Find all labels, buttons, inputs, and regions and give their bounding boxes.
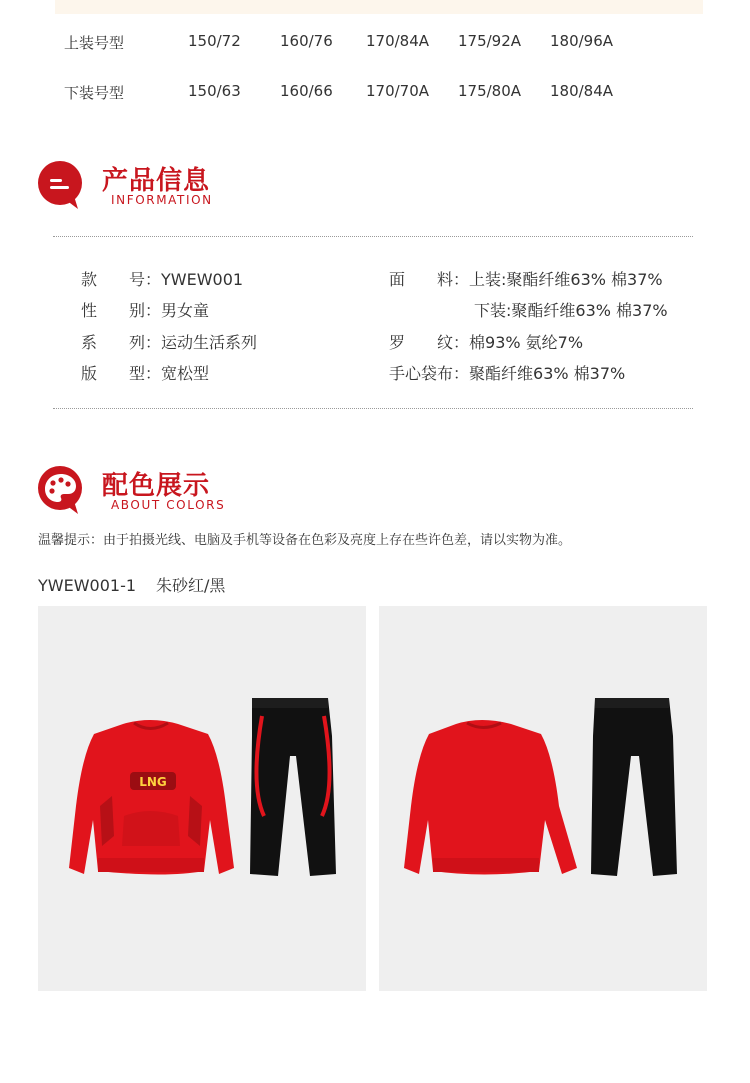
info-key: 系 列： bbox=[81, 333, 162, 352]
product-photo-front bbox=[38, 606, 366, 991]
info-fabric bbox=[389, 267, 663, 290]
info-value: 宽松型 bbox=[161, 364, 210, 383]
garment-illustration-back bbox=[379, 606, 707, 991]
info-pocket-lining bbox=[389, 361, 625, 384]
colors-header bbox=[36, 465, 296, 517]
sku-line bbox=[38, 573, 225, 596]
sku-code: YWEW001-1 bbox=[38, 576, 137, 595]
size-cell: 170/84A bbox=[366, 32, 430, 50]
size-row-label: 上装号型 bbox=[64, 34, 125, 52]
info-value: 运动生活系列 bbox=[161, 333, 258, 352]
speech-bubble-icon bbox=[36, 160, 86, 210]
size-cell: 160/76 bbox=[280, 32, 333, 50]
info-series bbox=[81, 330, 257, 353]
section-subtitle: INFORMATION bbox=[111, 193, 213, 207]
info-value: 上装:聚酯纤维63% 棉37% bbox=[469, 270, 663, 289]
info-key: 款 号： bbox=[81, 270, 162, 289]
info-gender bbox=[81, 298, 209, 321]
size-cell: 180/96A bbox=[550, 32, 614, 50]
size-cell: 180/84A bbox=[550, 82, 614, 100]
info-key: 版 型： bbox=[81, 364, 162, 383]
product-info-header bbox=[36, 160, 296, 212]
info-value: 聚酯纤维63% 棉37% bbox=[469, 364, 626, 383]
top-decorative-band bbox=[55, 0, 703, 14]
info-key: 罗 纹： bbox=[389, 333, 470, 352]
info-fabric-bottom bbox=[474, 298, 668, 321]
palette-icon bbox=[36, 465, 86, 515]
garment-illustration-front bbox=[38, 606, 366, 991]
section-title: 配色展示 bbox=[102, 471, 211, 501]
info-value: 男女童 bbox=[161, 301, 210, 320]
section-subtitle: ABOUT COLORS bbox=[111, 498, 226, 512]
info-key: 手心袋布： bbox=[389, 364, 470, 383]
info-key: 性 别： bbox=[81, 301, 162, 320]
size-cell: 150/72 bbox=[188, 32, 241, 50]
info-key: 面 料： bbox=[389, 270, 470, 289]
info-value: YWEW001 bbox=[161, 270, 244, 289]
divider bbox=[53, 408, 693, 409]
size-cell: 170/70A bbox=[366, 82, 430, 100]
size-cell: 175/92A bbox=[458, 32, 522, 50]
size-cell: 160/66 bbox=[280, 82, 333, 100]
info-rib bbox=[389, 330, 583, 353]
color-name: 朱砂红/黑 bbox=[156, 576, 226, 595]
divider bbox=[53, 236, 693, 237]
size-cell: 175/80A bbox=[458, 82, 522, 100]
size-row-label: 下装号型 bbox=[64, 84, 125, 102]
section-title: 产品信息 bbox=[102, 166, 211, 196]
info-value: 棉93% 氨纶7% bbox=[469, 333, 584, 352]
info-fit bbox=[81, 361, 209, 384]
product-photo-back bbox=[379, 606, 707, 991]
info-style-number bbox=[81, 267, 243, 290]
svg-text:LNG: LNG bbox=[139, 775, 167, 789]
size-cell: 150/63 bbox=[188, 82, 241, 100]
info-value: 下装:聚酯纤维63% 棉37% bbox=[474, 301, 668, 320]
color-notice: 温馨提示：由于拍摄光线、电脑及手机等设备在色彩及亮度上存在些许色差，请以实物为准。 bbox=[38, 533, 572, 548]
